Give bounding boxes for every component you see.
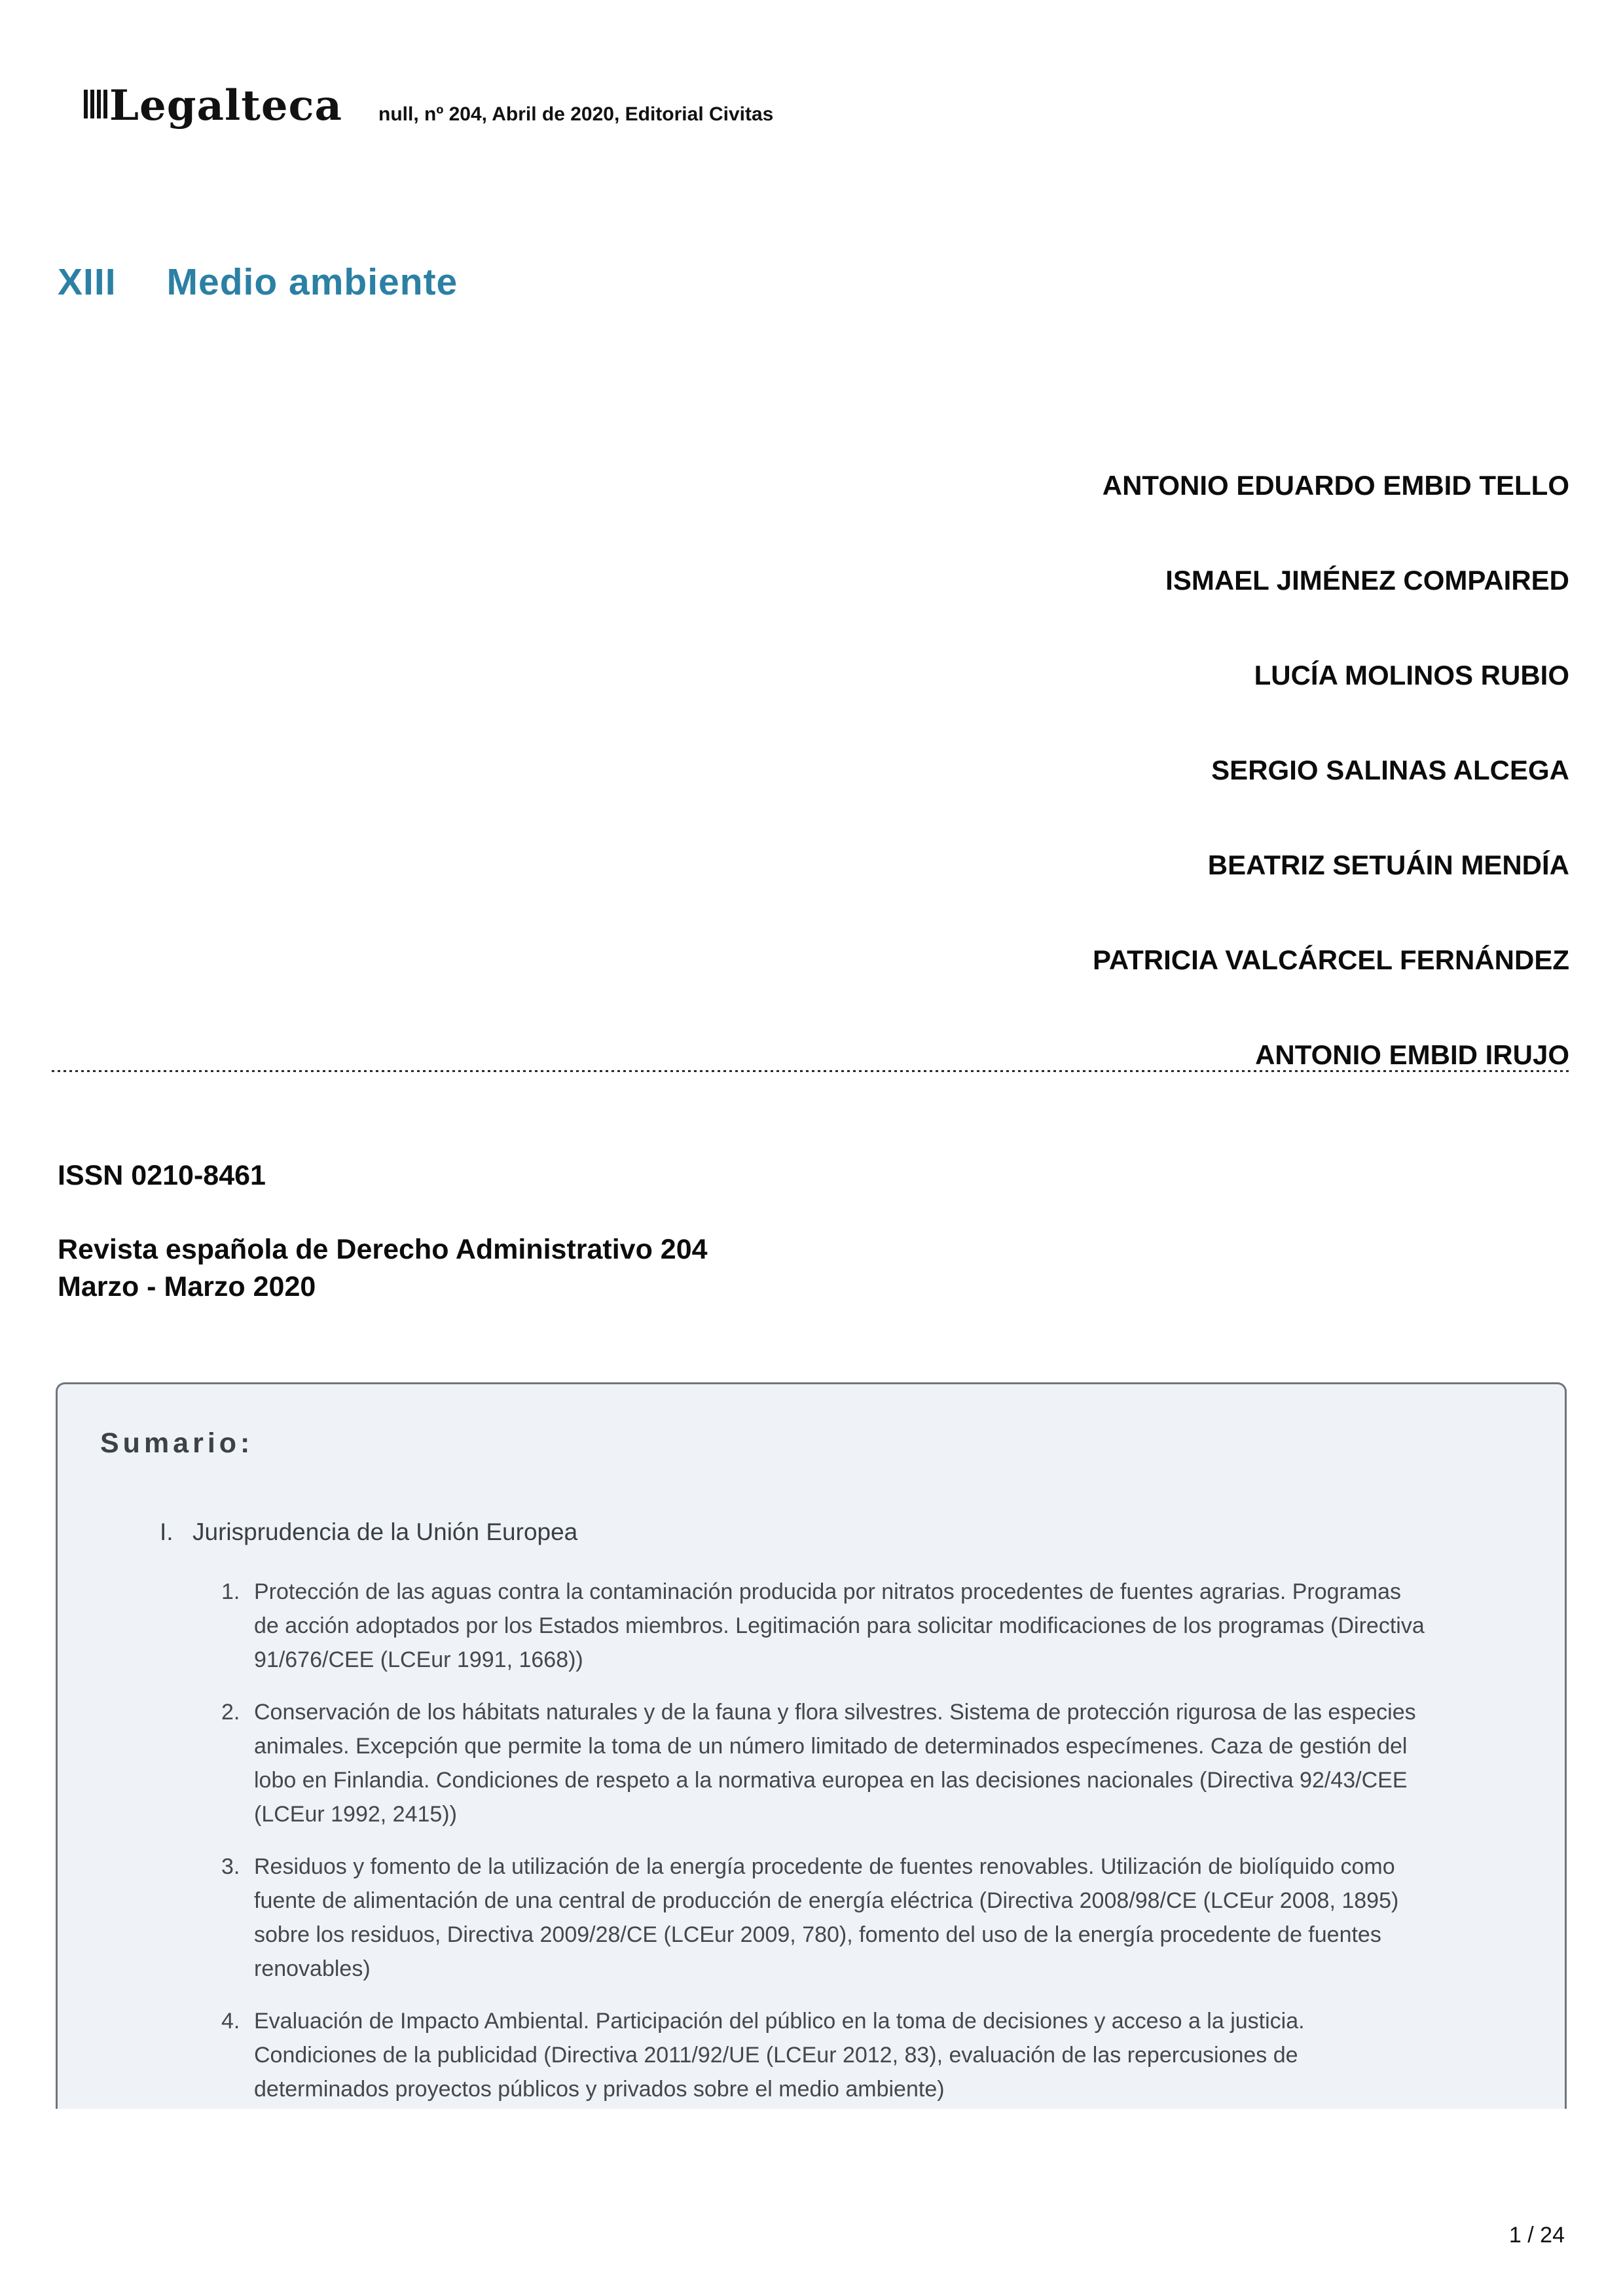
logo-text: Legalteca: [109, 81, 342, 130]
author-name: LUCÍA MOLINOS RUBIO: [1254, 660, 1569, 691]
page-title: Medio ambiente: [166, 261, 458, 303]
section-title: Jurisprudencia de la Unión Europea: [192, 1518, 578, 1545]
item-text: Residuos y fomento de la utilización de la energía procedente de fuentes renovables. Utilización de biolíquido como fuente de alimentación de una central de producción de energía eléctrica (Directiva 2008/98/CE (LCEur 2008, 1895) sobre los residuos, Directiva 2009/28/CE (LCEur 2009, 780), fomento del uso de la energía procedente de fuentes renovables): [254, 1854, 1399, 1981]
summary-label: Sumario:: [100, 1427, 254, 1459]
summary-item: [221, 2004, 1525, 2106]
author-name: ANTONIO EMBID IRUJO: [1255, 1039, 1569, 1070]
item-number: 1.: [221, 1579, 240, 1604]
chapter-number: XIII: [58, 261, 117, 303]
author-name: BEATRIZ SETUÁIN MENDÍA: [1207, 850, 1569, 880]
summary-item: [221, 1850, 1525, 1986]
item-number: 2.: [221, 1700, 240, 1725]
item-text: Conservación de los hábitats naturales y de la fauna y flora silvestres. Sistema de protección rigurosa de las especies animales. Excepción que permite la toma de un número limitado de determinados especímenes. Caza de gestión del lobo en Finlandia. Condiciones de respeto a la normativa europea en las decisiones nacionales (Directiva 92/43/CEE (LCEur 1992, 2415)): [254, 1700, 1416, 1827]
chapter-heading: [58, 260, 458, 304]
dotted-divider: [52, 1070, 1571, 1072]
author-name: SERGIO SALINAS ALCEGA: [1211, 755, 1569, 785]
legalteca-logo: [84, 81, 342, 130]
logo-bars-icon: [84, 90, 107, 118]
author-name: ANTONIO EDUARDO EMBID TELLO: [1102, 470, 1569, 501]
summary-box: [56, 1382, 1567, 2109]
authors-list: [1093, 470, 1569, 1134]
item-number: 4.: [221, 2009, 240, 2034]
item-text: Evaluación de Impacto Ambiental. Participación del público en la toma de decisiones y acceso a la justicia. Condiciones de la publicidad (Directiva 2011/92/UE (LCEur 2012, 83), evaluación de las repercusiones de determinados proyectos públicos y privados sobre el medio ambiente): [254, 2009, 1305, 2102]
page-indicator: 1 / 24: [1508, 2223, 1565, 2248]
issn-text: ISSN 0210-8461: [58, 1160, 266, 1191]
item-text: Protección de las aguas contra la contaminación producida por nitratos procedentes de fuentes agrarias. Programas de acción adoptados por los Estados miembros. Legitimación para solicitar modificaciones de los programas (Directiva 91/676/CEE (LCEur 1991, 1668)): [254, 1579, 1425, 1672]
journal-title: [58, 1231, 708, 1306]
section-number: I.: [160, 1518, 173, 1545]
journal-name: Revista española de Derecho Administrativo 204: [58, 1234, 708, 1265]
summary-item: [221, 1695, 1525, 1831]
publication-info: [58, 1160, 708, 1306]
item-number: 3.: [221, 1854, 240, 1879]
issue-meta-text: null, nº 204, Abril de 2020, Editorial Civitas: [378, 103, 774, 125]
author-name: PATRICIA VALCÁRCEL FERNÁNDEZ: [1093, 944, 1569, 975]
summary-section-heading: [160, 1517, 1525, 1547]
summary-item: [221, 1575, 1525, 1677]
journal-period: Marzo - Marzo 2020: [58, 1271, 316, 1302]
author-name: ISMAEL JIMÉNEZ COMPAIRED: [1165, 565, 1569, 596]
